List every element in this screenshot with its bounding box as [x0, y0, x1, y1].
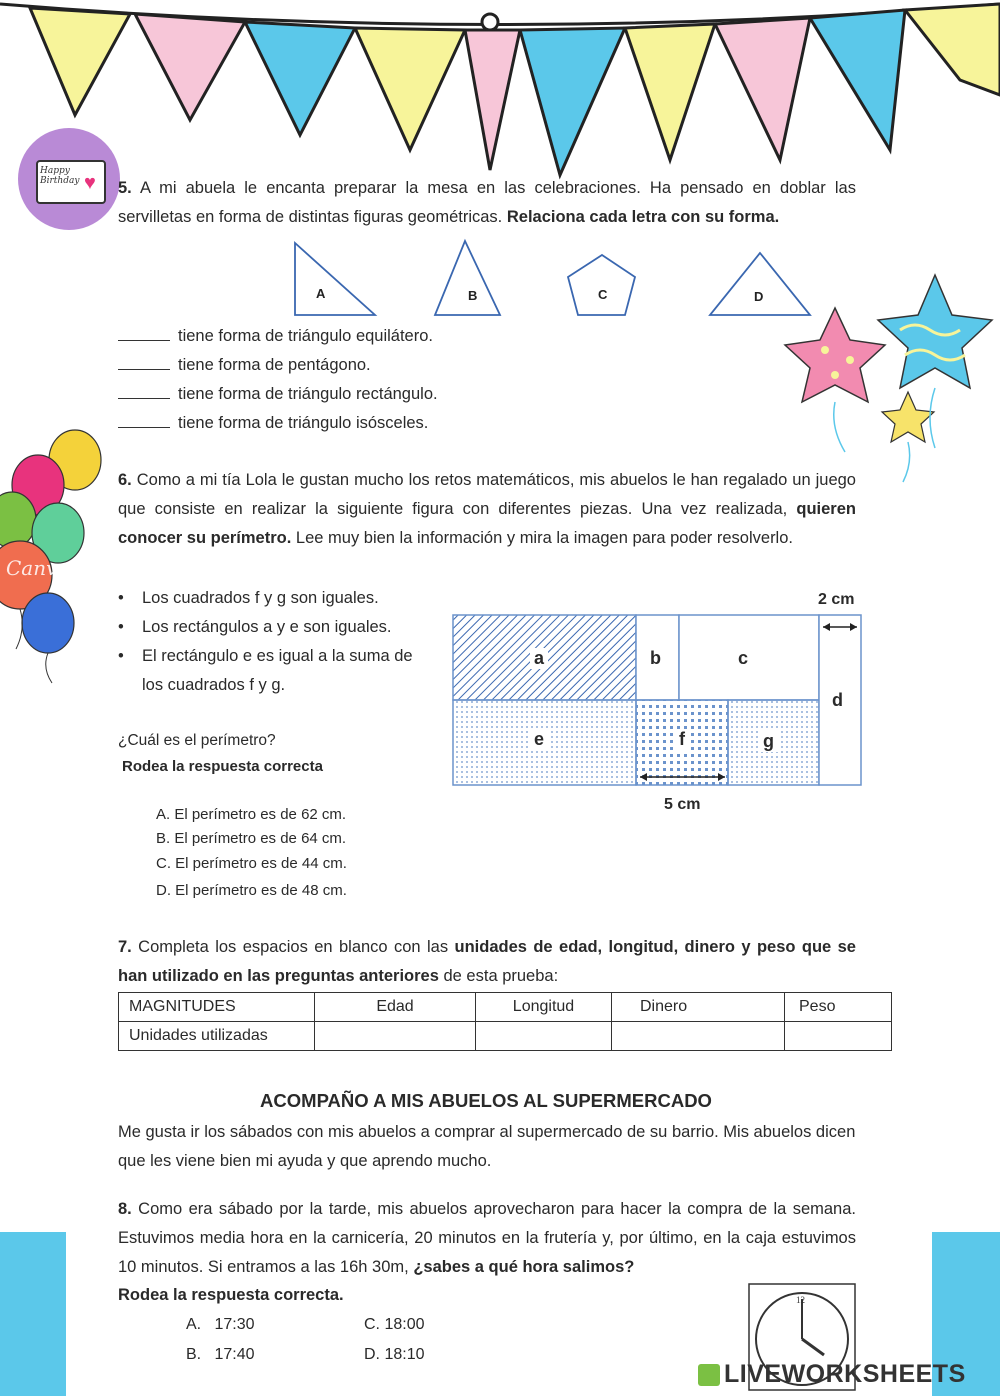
figure-dim-top: 2 cm — [818, 591, 855, 608]
shape-label-a: A — [316, 286, 326, 301]
table-row — [119, 993, 892, 1022]
answer-blank[interactable] — [118, 413, 170, 428]
pennant-yellow — [30, 8, 130, 115]
heart-icon: ♥ — [84, 172, 96, 194]
q6-option-a[interactable]: A. El perímetro es de 62 cm. — [156, 806, 347, 823]
answer-cell[interactable] — [612, 1022, 785, 1051]
q6-instruction: Rodea la respuesta correcta — [122, 758, 323, 775]
q6-figure — [445, 585, 870, 820]
q5-item: tiene forma de pentágono. — [118, 351, 371, 380]
table-header-cell: Longitud — [476, 993, 612, 1022]
pennant-blue — [245, 22, 355, 135]
answer-cell[interactable] — [476, 1022, 612, 1051]
q8-option-b[interactable]: B. 17:40 — [186, 1346, 255, 1363]
shape-label-d: D — [754, 289, 764, 304]
figure-label-g: g — [759, 731, 778, 752]
answer-blank[interactable] — [118, 384, 170, 399]
q5-item: tiene forma de triángulo equilátero. — [118, 322, 433, 351]
birthday-badge — [18, 128, 120, 230]
pennant-pink — [715, 18, 810, 160]
table-header-cell: Dinero — [612, 993, 785, 1022]
star-balloons — [780, 270, 1000, 485]
q8-statement: 8. Como era sábado por la tarde, mis abuelos aprovecharon para hacer la compra de la semana. Estuvimos media hora en la carnicería, 20 minutos en la frutería y, por último, en la caja estuvimos 10 minutos. Si entramos a las 16h 30m, ¿sabes a qué hora salimos? — [118, 1200, 856, 1276]
q5-shapes — [280, 235, 820, 325]
shape-label-c: C — [598, 287, 608, 302]
q8-instruction: Rodea la respuesta correcta. — [118, 1286, 344, 1304]
pennant-yellow — [625, 24, 715, 160]
answer-blank[interactable] — [118, 326, 170, 341]
row-label: Unidades utilizadas — [119, 1022, 315, 1051]
q6-question: ¿Cuál es el perímetro? — [118, 732, 276, 749]
list-item: • Los cuadrados f y g son iguales. — [118, 589, 379, 607]
list-item: • Los rectángulos a y e son iguales. — [118, 618, 392, 636]
figure-dim-bottom: 5 cm — [664, 796, 701, 813]
q6-option-b[interactable]: B. El perímetro es de 64 cm. — [156, 830, 347, 847]
q5-item: tiene forma de triángulo rectángulo. — [118, 380, 438, 409]
pennant-blue — [810, 10, 905, 150]
q8-option-d[interactable]: D. 18:10 — [364, 1346, 425, 1363]
figure-label-b: b — [646, 648, 665, 669]
q5-item: tiene forma de triángulo isósceles. — [118, 409, 428, 438]
q8-option-c[interactable]: C. 18:00 — [364, 1316, 425, 1333]
table-header-cell: MAGNITUDES — [119, 993, 315, 1022]
figure-label-d: d — [828, 690, 847, 711]
figure-label-f: f — [675, 729, 689, 750]
q8-option-a[interactable]: A. 17:30 — [186, 1316, 255, 1333]
q5-statement: 5. A mi abuela le encanta preparar la mesa en las celebraciones. Ha pensado en doblar las servilletas en forma de distintas figuras geométricas. Relaciona cada letra con su forma. — [118, 179, 856, 226]
q6-bullet-list — [118, 584, 428, 700]
section-intro: Me gusta ir los sábados con mis abuelos a comprar al supermercado de su barrio. Mis abuelos dicen que les viene bien mi ayuda y que aprendo mucho. — [118, 1123, 856, 1170]
round-balloons — [0, 425, 110, 685]
table-header-cell: Peso — [785, 993, 892, 1022]
magnitudes-table — [118, 992, 892, 1051]
q6-option-d[interactable]: D. El perímetro es de 48 cm. — [156, 882, 347, 899]
shape-b-isosceles — [435, 241, 500, 315]
figure-label-e: e — [530, 729, 548, 750]
clock-number-12: 12 — [796, 1295, 805, 1305]
q7-statement: 7. Completa los espacios en blanco con las unidades de edad, longitud, dinero y peso que se han utilizado en las preguntas anteriores de esta prueba: — [118, 938, 856, 985]
pennant-yellow — [355, 28, 465, 150]
answer-cell[interactable] — [785, 1022, 892, 1051]
q6-statement: 6. Como a mi tía Lola le gustan mucho los retos matemáticos, mis abuelos le han regalado un juego que consiste en realizar la siguiente figura con diferentes piezas. Una vez realizada, quieren conocer su perímetro. Lee muy bien la información y mira la imagen para poder resolverlo. — [118, 471, 856, 547]
bunting-banner — [0, 0, 1000, 185]
pennant-pink — [135, 14, 245, 120]
q6-option-c[interactable]: C. El perímetro es de 44 cm. — [156, 855, 347, 872]
figure-label-c: c — [734, 648, 752, 669]
table-header-cell: Edad — [315, 993, 476, 1022]
canva-watermark: Canva — [6, 556, 70, 580]
shape-c-pentagon — [568, 255, 635, 315]
section-title: ACOMPAÑO A MIS ABUELOS AL SUPERMERCADO — [260, 1090, 712, 1111]
figure-label-a: a — [530, 648, 548, 669]
shape-a-right-triangle — [295, 243, 375, 315]
pennant-yellow — [905, 4, 1000, 95]
pennant-blue — [520, 28, 625, 175]
brand-text: LIVEWORKSHEETS — [724, 1360, 966, 1388]
table-row — [119, 1022, 892, 1051]
brand-icon — [698, 1364, 720, 1386]
answer-cell[interactable] — [315, 1022, 476, 1051]
shape-label-b: B — [468, 288, 478, 303]
list-item: • El rectángulo e es igual a la suma de los cuadrados f y g. — [118, 647, 413, 694]
answer-blank[interactable] — [118, 355, 170, 370]
badge-text: Happy Birthday — [40, 166, 80, 186]
side-bar-left — [0, 1232, 66, 1396]
liveworksheets-logo — [698, 1360, 966, 1389]
pennant-pink — [465, 30, 520, 170]
